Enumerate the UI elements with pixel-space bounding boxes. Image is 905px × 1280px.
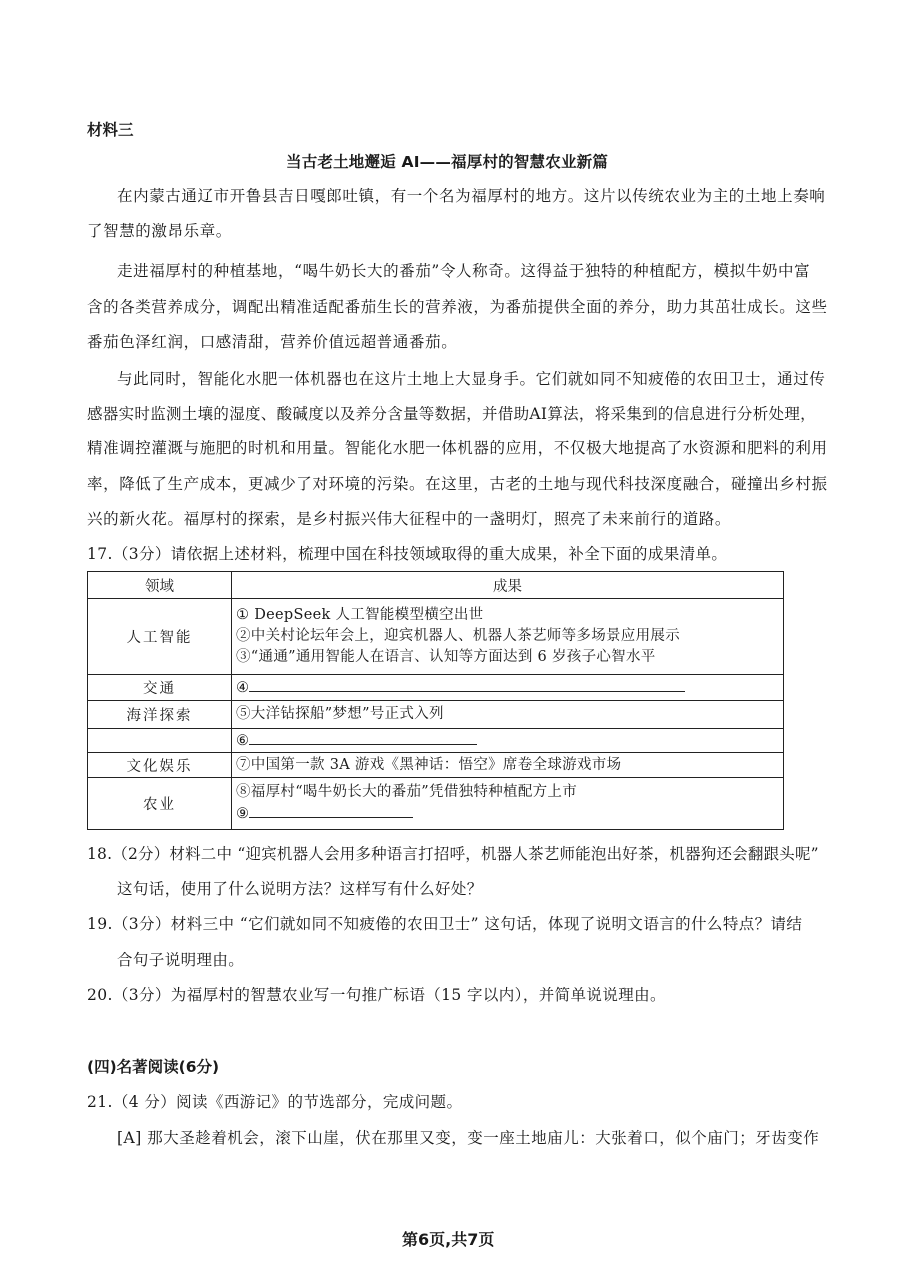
field-cell: 人工智能 [88,599,232,675]
question-18-line1: 18.（2分）材料二中 “迎宾机器人会用多种语言打招呼，机器人茶艺师能泡出好茶，机器狗还会翻跟头呢” [87,845,819,863]
paragraph-line: 感器实时监测土壤的湿度、酸碱度以及养分含量等数据，并借助AI算法，将采集到的信息进行分析处理， [87,405,816,423]
header-achievement: 成果 [232,572,784,599]
achievement-item: ⑨ [236,806,250,822]
paragraph-line: 番茄色泽红润，口感清甜，营养价值远超普通番茄。 [87,333,458,351]
header-field: 领域 [88,572,232,599]
achievement-cell [232,778,784,830]
table-row [88,599,784,675]
achievement-item: ②中关村论坛年会上，迎宾机器人、机器人茶艺师等多场景应用展示 [236,628,680,644]
paragraph-line: 含的各类营养成分，调配出精准适配番茄生长的营养液，为番茄提供全面的养分，助力其茁壮成长。这些 [87,298,828,316]
table-header-row [88,572,784,599]
answer-blank[interactable] [249,677,685,692]
table-row [88,778,784,830]
excerpt-line: [A] 那大圣趁着机会，滚下山崖，伏在那里又变，变一座土地庙儿：大张着口，似个庙门；牙齿变作 [117,1129,820,1147]
achievement-cell [232,599,784,675]
achievement-cell [232,753,784,778]
achievement-item: ⑧福厚村“喝牛奶长大的番茄”凭借独特种植配方上市 [236,784,578,800]
question-18-line2: 这句话，使用了什么说明方法？这样写有什么好处？ [117,880,483,898]
achievement-item: ⑤大洋钻探船”梦想”号正式入列 [236,706,444,722]
achievement-item: ⑥ [236,732,250,749]
achievement-item: ① DeepSeek 人工智能模型横空出世 [236,607,484,623]
table-row [88,701,784,729]
field-cell: 海洋探索 [88,701,232,729]
paragraph-line: 精准调控灌溉与施肥的时机和用量。智能化水肥一体机器的应用，不仅极大地提高了水资源和肥料的利用 [87,439,828,457]
table-row [88,753,784,778]
field-cell: 农业 [88,778,232,830]
achievement-item: ⑦中国第一款 3A 游戏《黑神话：悟空》席卷全球游戏市场 [236,756,622,773]
page-number: 第6页,共7页 [402,1230,495,1249]
question-20: 20.（3分）为福厚村的智慧农业写一句推广标语（15 字以内），并简单说说理由。 [87,986,666,1004]
field-cell: 文化娱乐 [88,753,232,778]
question-21: 21.（4 分）阅读《西游记》的节选部分，完成问题。 [87,1093,463,1111]
achievement-cell [232,729,784,753]
table-row [88,675,784,701]
achievement-cell [232,675,784,701]
achievement-cell [232,701,784,729]
question-19-line2: 合句子说明理由。 [117,951,245,969]
paragraph-line: 走进福厚村的种植基地，“喝牛奶长大的番茄”令人称奇。这得益于独特的种植配方，模拟牛奶中富 [117,262,811,280]
question-19-line1: 19.（3分）材料三中 “它们就如同不知疲倦的农田卫士” 这句话，体现了说明文语言的什么特点？请结 [87,915,803,933]
field-cell: 交通 [88,675,232,701]
achievement-item: ④ [236,679,250,696]
question-17: 17.（3分）请依据上述材料，梳理中国在科技领域取得的重大成果，补全下面的成果清单。 [87,545,728,563]
achievement-item: ③“通通”通用智能人在语言、认知等方面达到 6 岁孩子心智水平 [236,649,656,665]
paragraph-line: 与此同时，智能化水肥一体机器也在这片土地上大显身手。它们就如同不知疲倦的农田卫士，通过传 [117,370,826,388]
material-title: 当古老土地邂逅 AI——福厚村的智慧农业新篇 [286,153,609,171]
section-title: (四)名著阅读(6分) [87,1058,220,1076]
material-label: 材料三 [87,121,134,139]
table-row [88,729,784,753]
answer-blank[interactable] [249,803,413,818]
paragraph-line: 兴的新火花。福厚村的探索，是乡村振兴伟大征程中的一盏明灯，照亮了未来前行的道路。 [87,510,732,528]
paragraph-line: 在内蒙古通辽市开鲁县吉日嘎郎吐镇，有一个名为福厚村的地方。这片以传统农业为主的土地上奏响 [117,187,826,205]
paragraph-line: 率，降低了生产成本，更减少了对环境的污染。在这里，古老的土地与现代科技深度融合，碰撞出乡村振 [87,475,828,493]
field-cell [88,729,232,753]
answer-blank[interactable] [249,730,477,745]
paragraph-line: 了智慧的激昂乐章。 [87,222,232,240]
achievements-table [87,571,784,830]
